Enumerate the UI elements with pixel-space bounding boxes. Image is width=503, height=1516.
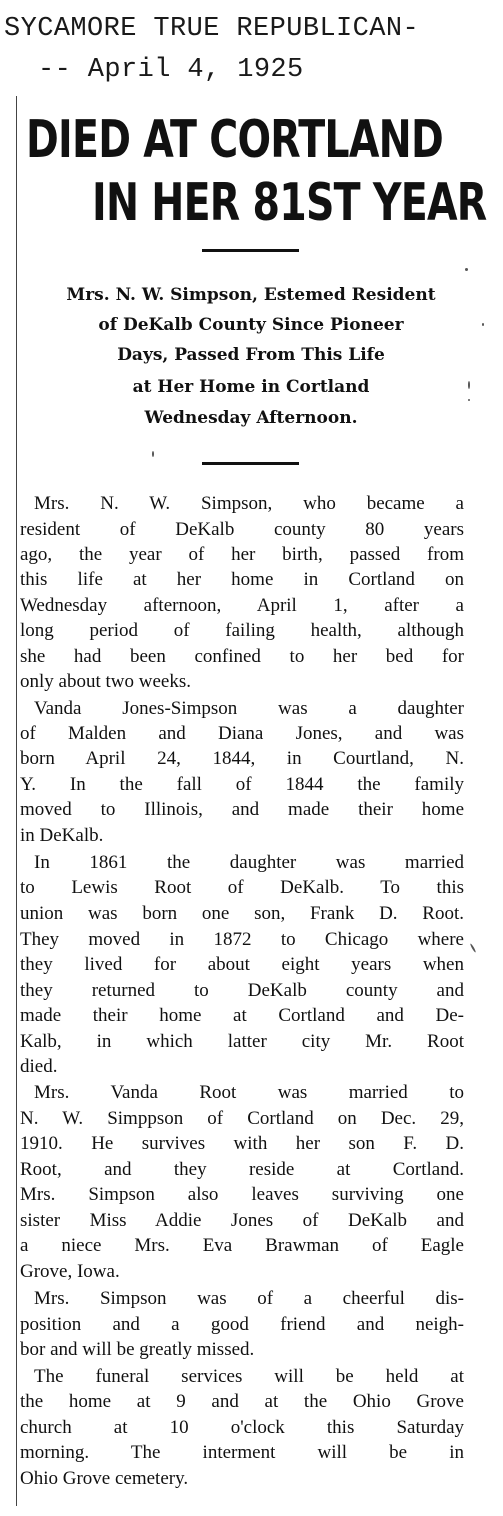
body-line: position and a good friend and neigh- (20, 1314, 464, 1335)
body-line: to Lewis Root of DeKalb. To this (20, 877, 464, 898)
body-line: 1910. He survives with her son F. D. (20, 1133, 464, 1154)
body-line: bor and will be greatly missed. (20, 1339, 255, 1360)
body-line: born April 24, 1844, in Courtland, N. (20, 748, 464, 769)
body-line: sister Miss Addie Jones of DeKalb and (20, 1210, 464, 1231)
paper-speck (470, 943, 477, 953)
body-line: N. W. Simppson of Cortland on Dec. 29, (20, 1108, 464, 1129)
body-line: Mrs. Vanda Root was married to (34, 1082, 464, 1103)
body-line: Mrs. Simpson also leaves surviving one (20, 1184, 464, 1205)
body-line: this life at her home in Cortland on (20, 569, 464, 590)
deck-line: at Her Home in Cortland (132, 377, 370, 397)
body-line: Wednesday afternoon, April 1, after a (20, 595, 464, 616)
deck-divider (202, 462, 299, 465)
paper-speck (482, 323, 484, 326)
body-line: union was born one son, Frank D. Root. (20, 903, 464, 924)
paper-speck (465, 268, 468, 271)
body-line: of Malden and Diana Jones, and was (20, 723, 464, 744)
body-line: The funeral services will be held at (34, 1366, 464, 1387)
body-line: In 1861 the daughter was married (34, 852, 464, 873)
body-line: made their home at Cortland and De- (20, 1005, 464, 1026)
newspaper-name: SYCAMORE TRUE REPUBLICAN- (4, 14, 420, 44)
paper-speck (468, 399, 470, 401)
headline-divider (202, 249, 299, 252)
body-line: only about two weeks. (20, 671, 191, 692)
paper-speck (468, 381, 470, 389)
body-line: Mrs. N. W. Simpson, who became a (34, 493, 464, 514)
body-line: they lived for about eight years when (20, 954, 464, 975)
body-line: Root, and they reside at Cortland. (20, 1159, 464, 1180)
body-line: they returned to DeKalb county and (20, 980, 464, 1001)
headline-line-2: IN HER 81ST YEAR (92, 173, 487, 233)
body-line: resident of DeKalb county 80 years (20, 519, 464, 540)
body-line: They moved in 1872 to Chicago where (20, 929, 464, 950)
body-line: Mrs. Simpson was of a cheerful dis- (34, 1288, 464, 1309)
body-line: the home at 9 and at the Ohio Grove (20, 1391, 464, 1412)
headline-line-1: DIED AT CORTLAND (26, 110, 444, 170)
deck-line: of DeKalb County Since Pioneer (98, 315, 404, 335)
deck-line: Wednesday Afternoon. (144, 408, 358, 428)
body-line: a niece Mrs. Eva Brawman of Eagle (20, 1235, 464, 1256)
deck-line: Days, Passed From This Life (117, 345, 385, 365)
body-line: she had been confined to her bed for (20, 646, 464, 667)
body-line: died. (20, 1056, 58, 1077)
publication-date: -- April 4, 1925 (38, 55, 304, 85)
body-line: ago, the year of her birth, passed from (20, 544, 464, 565)
body-line: Vanda Jones-Simpson was a daughter (34, 698, 464, 719)
body-line: Ohio Grove cemetery. (20, 1468, 189, 1489)
body-line: Kalb, in which latter city Mr. Root (20, 1031, 464, 1052)
body-line: church at 10 o'clock this Saturday (20, 1417, 464, 1438)
body-line: long period of failing health, although (20, 620, 464, 641)
body-line: Y. In the fall of 1844 the family (20, 774, 464, 795)
deck-line: Mrs. N. W. Simpson, Estemed Resident (66, 285, 436, 305)
body-line: moved to Illinois, and made their home (20, 799, 464, 820)
body-line: in DeKalb. (20, 825, 104, 846)
body-line: morning. The interment will be in (20, 1442, 464, 1463)
body-line: Grove, Iowa. (20, 1261, 120, 1282)
paper-speck (152, 451, 154, 457)
